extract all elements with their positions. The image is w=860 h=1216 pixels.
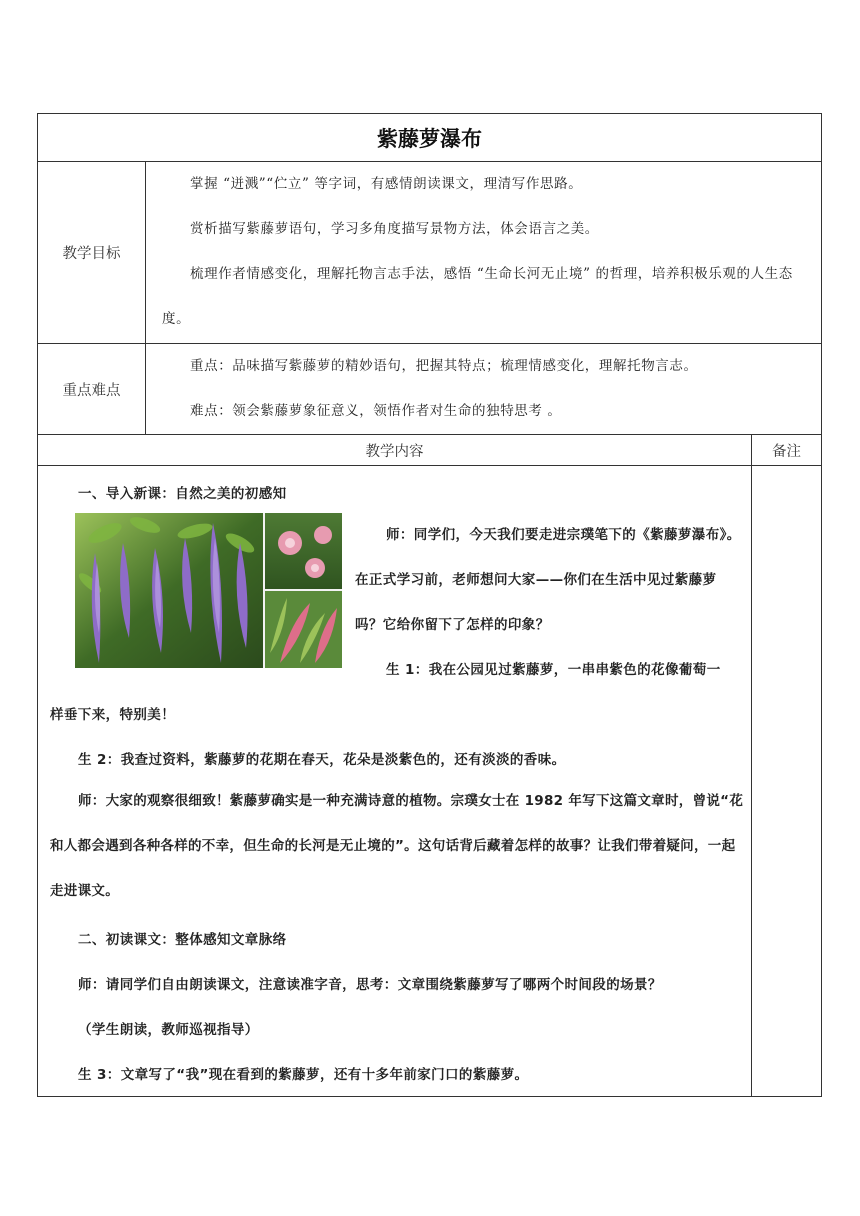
page-title: 紫藤萝瀑布 [377,126,482,151]
table-header-row [38,435,821,466]
key-points-content [146,344,821,434]
content-header: 教学内容 [38,435,752,465]
note-column [752,466,821,1096]
section-heading: 二、初读课文：整体感知文章脉络 [78,932,287,948]
key-points-label: 重点难点 [38,344,146,434]
lesson-plan-table [37,113,822,1097]
objectives-row [38,162,821,344]
teacher-line: 师：同学们，今天我们要走进宗璞笔下的《紫藤萝瀑布》。 [386,527,741,543]
stage-note: （学生朗读，教师巡视指导） [78,1022,259,1038]
teacher-line: 吗？它给你留下了怎样的印象？ [355,617,550,633]
objectives-label: 教学目标 [38,162,146,343]
teacher-paragraph: 师：大家的观察很细致！紫藤萝确实是一种充满诗意的植物。宗璞女士在 1982 年写下这篇文章时，曾说“花和人都会遇到各种各样的不幸，但生命的长河是无止境的”。这句话背后藏着怎样的故事？让我们带着疑问，一起走进课文。 [50,793,744,899]
objective-item: 梳理作者情感变化，理解托物言志手法，感悟 “生命长河无止境” 的哲理，培养积极乐观的人生态度。 [162,266,793,327]
student-line: 生 1：我在公园见过紫藤萝，一串串紫色的花像葡萄一 [386,662,721,678]
key-points-row [38,344,821,435]
wisteria-photo [75,513,342,668]
content-body [38,466,752,1096]
note-header: 备注 [772,443,801,460]
objectives-content [146,162,821,343]
section-heading: 一、导入新课：自然之美的初感知 [78,486,287,502]
key-point-item: 难点：领会紫藤萝象征意义，领悟作者对生命的独特思考 。 [190,403,562,419]
student-line: 生 2：我查过资料，紫藤萝的花期在春天，花朵是淡紫色的，还有淡淡的香味。 [78,752,566,768]
objective-item: 赏析描写紫藤萝语句，学习多角度描写景物方法，体会语言之美。 [190,221,599,237]
content-body-row [38,466,821,1096]
objective-item: 掌握 “迸溅”“伫立” 等字词，有感情朗读课文，理清写作思路。 [190,176,583,192]
teacher-line: 师：请同学们自由朗读课文，注意读准字音，思考：文章围绕紫藤萝写了哪两个时间段的场景？ [78,977,662,993]
teacher-line: 在正式学习前，老师想问大家——你们在生活中见过紫藤萝 [355,572,717,588]
student-line: 样垂下来，特别美！ [50,707,176,723]
student-line: 生 3：文章写了“我”现在看到的紫藤萝，还有十多年前家门口的紫藤萝。 [78,1067,529,1083]
title-row [38,114,821,162]
key-point-item: 重点：品味描写紫藤萝的精妙语句，把握其特点；梳理情感变化，理解托物言志。 [190,358,698,374]
